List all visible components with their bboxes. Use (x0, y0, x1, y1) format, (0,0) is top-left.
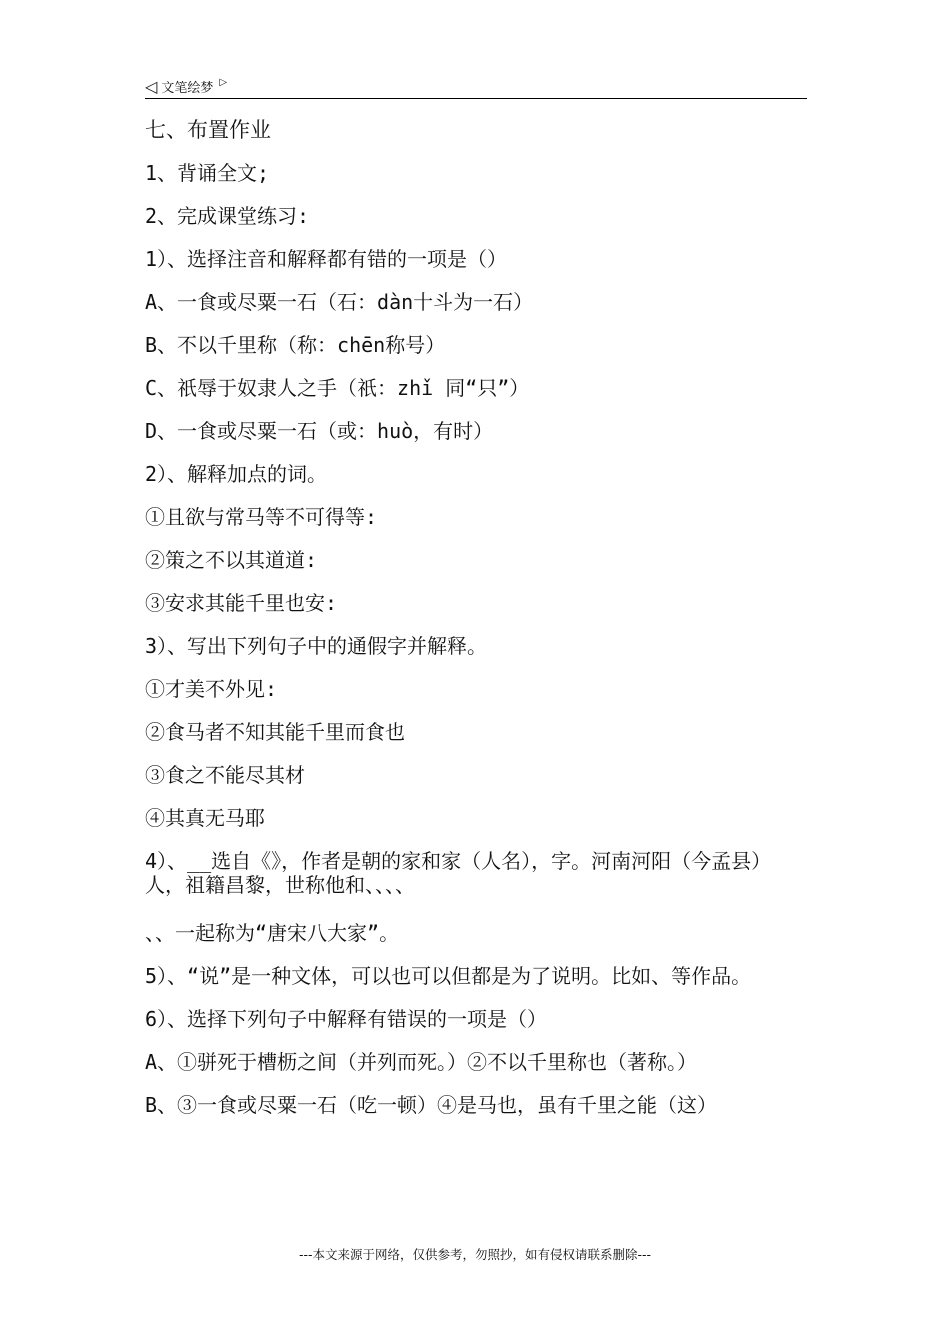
page-footer: ---本文来源于网络，仅供参考，勿照抄，如有侵权请联系删除--- (298, 1247, 652, 1262)
question-2: 2）、解释加点的词。 (145, 462, 328, 486)
sub-item: ③食之不能尽其材 (145, 763, 305, 787)
sub-item: ②食马者不知其能千里而食也 (145, 720, 405, 744)
sub-item: ④其真无马耶 (145, 806, 265, 830)
sub-item: ①且欲与常马等不可得等: (145, 505, 378, 529)
option-d: D、一食或尽粟一石（或：huò，有时） (145, 419, 494, 443)
question-4-continued: 、、一起称为“唐宋八大家”。 (145, 921, 400, 945)
section-heading: 七、布置作业 (145, 118, 271, 142)
sub-item: ①才美不外见: (145, 677, 278, 701)
option-a: A、①骈死于槽枥之间（并列而死。）②不以千里称也（著称。） (145, 1050, 698, 1074)
list-item: 1、背诵全文; (145, 161, 270, 185)
right-triangle-icon: ▷ (219, 76, 228, 88)
sub-item: ③安求其能千里也安: (145, 591, 338, 615)
header-title: 文笔绘梦 (161, 80, 214, 96)
option-b: B、③一食或尽粟一石（吃一顿）④是马也，虽有千里之能（这） (145, 1093, 718, 1117)
question-3: 3）、写出下列句子中的通假字并解释。 (145, 634, 488, 658)
question-4: 4）、__选自《》，作者是朝的家和家（人名），字。河南河阳（今孟县）人，祖籍昌黎，世称他和、、、、 (145, 849, 772, 897)
left-triangle-icon: ◁ (145, 76, 158, 96)
option-c: C、祇辱于奴隶人之手（祇：zhǐ 同“只”） (145, 376, 530, 400)
page-header (145, 74, 807, 99)
option-b: B、不以千里称（称：chēn称号） (145, 333, 446, 357)
question-5: 5）、“说”是一种文体，可以也可以但都是为了说明。比如、等作品。 (145, 964, 752, 988)
question-6: 6）、选择下列句子中解释有错误的一项是（） (145, 1007, 548, 1031)
question-1: 1）、选择注音和解释都有错的一项是（） (145, 247, 508, 271)
document-body (145, 118, 810, 1136)
option-a: A、一食或尽粟一石（石：dàn十斗为一石） (145, 290, 534, 314)
list-item: 2、完成课堂练习: (145, 204, 310, 228)
sub-item: ②策之不以其道道: (145, 548, 318, 572)
